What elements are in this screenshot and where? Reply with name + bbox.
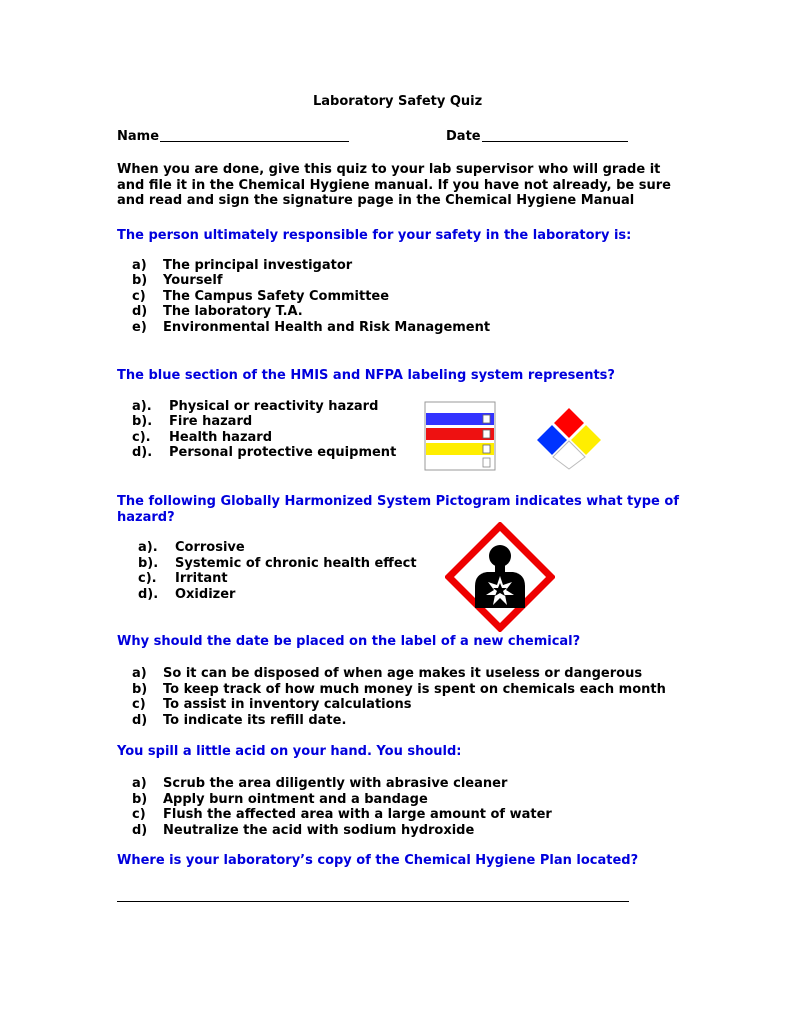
hmis-label-icon	[424, 401, 496, 471]
intro-paragraph: When you are done, give this quiz to your lab supervisor who will grade it and file it in the Chemical Hygiene manual. If you have not already, be sure and read and sign the signature page in the Chemical Hygiene Manual	[117, 162, 671, 208]
answer-blank[interactable]	[117, 901, 629, 902]
name-label: Name	[117, 129, 160, 144]
q2-option-d[interactable]: d). Personal protective equipment	[132, 445, 397, 460]
question-6: Where is your laboratory’s copy of the Chemical Hygiene Plan located?	[117, 853, 639, 868]
question-5: You spill a little acid on your hand. You should:	[117, 744, 462, 759]
question-2: The blue section of the HMIS and NFPA labeling system represents?	[117, 368, 615, 383]
q1-option-e[interactable]: e) Environmental Health and Risk Management	[132, 320, 491, 335]
nfpa-diamond-icon	[533, 405, 605, 471]
q3-option-c[interactable]: c). Irritant	[138, 571, 228, 586]
q1-option-b[interactable]: b) Yourself	[132, 273, 223, 288]
q4-option-b[interactable]: b) To keep track of how much money is spent on chemicals each month	[132, 682, 666, 697]
date-label: Date	[446, 129, 481, 144]
q5-option-b[interactable]: b) Apply burn ointment and a bandage	[132, 792, 428, 807]
ghs-health-hazard-icon	[445, 522, 555, 632]
q5-option-d[interactable]: d) Neutralize the acid with sodium hydroxide	[132, 823, 475, 838]
q3-option-d[interactable]: d). Oxidizer	[138, 587, 236, 602]
date-blank[interactable]	[482, 141, 628, 142]
q1-option-d[interactable]: d) The laboratory T.A.	[132, 304, 303, 319]
q4-option-d[interactable]: d) To indicate its refill date.	[132, 713, 347, 728]
q2-option-b[interactable]: b). Fire hazard	[132, 414, 253, 429]
question-4: Why should the date be placed on the label of a new chemical?	[117, 634, 581, 649]
q2-option-c[interactable]: c). Health hazard	[132, 430, 273, 445]
q1-option-a[interactable]: a) The principal investigator	[132, 258, 353, 273]
q2-option-a[interactable]: a). Physical or reactivity hazard	[132, 399, 379, 414]
q4-option-c[interactable]: c) To assist in inventory calculations	[132, 697, 412, 712]
q3-option-a[interactable]: a). Corrosive	[138, 540, 245, 555]
question-3-line-2: hazard?	[117, 510, 175, 525]
q4-option-a[interactable]: a) So it can be disposed of when age makes it useless or dangerous	[132, 666, 643, 681]
question-1: The person ultimately responsible for your safety in the laboratory is:	[117, 228, 632, 243]
q5-option-a[interactable]: a) Scrub the area diligently with abrasive cleaner	[132, 776, 508, 791]
page-title: Laboratory Safety Quiz	[313, 94, 483, 109]
q3-option-b[interactable]: b). Systemic of chronic health effect	[138, 556, 417, 571]
q1-option-c[interactable]: c) The Campus Safety Committee	[132, 289, 390, 304]
name-blank[interactable]	[160, 141, 349, 142]
question-3-line-1: The following Globally Harmonized System Pictogram indicates what type of	[117, 494, 679, 509]
q5-option-c[interactable]: c) Flush the affected area with a large amount of water	[132, 807, 552, 822]
